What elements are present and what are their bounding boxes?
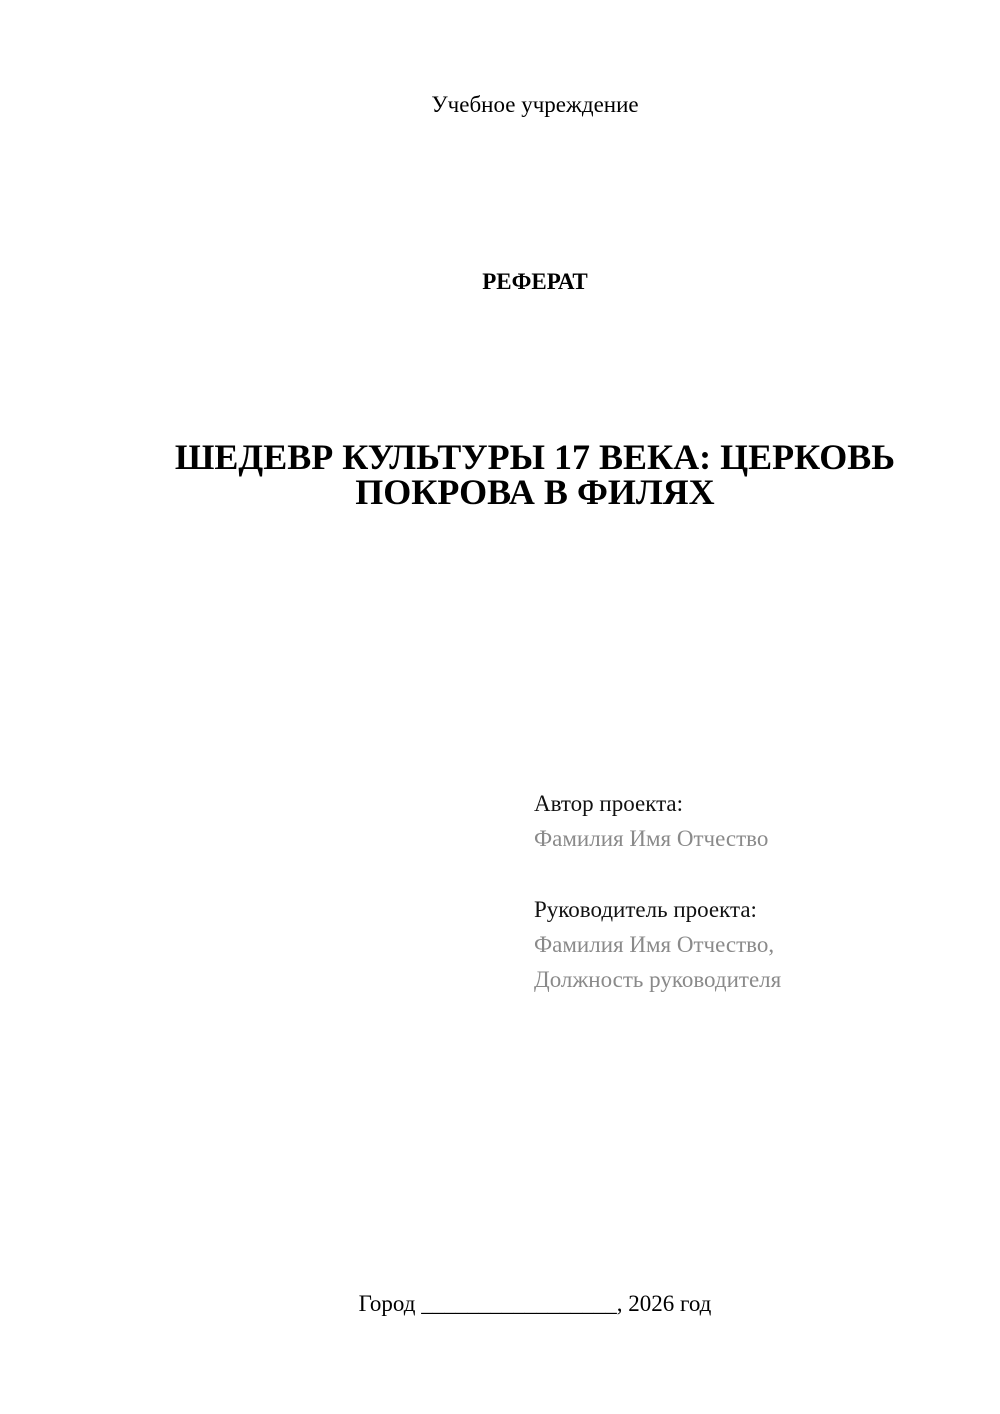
- supervisor-block: [534, 892, 974, 997]
- title-line-1: ШЕДЕВР КУЛЬТУРЫ 17 ВЕКА: ЦЕРКОВЬ: [174, 437, 896, 477]
- supervisor-position: Должность руководителя: [534, 967, 782, 992]
- city-label: Город: [358, 1291, 416, 1316]
- author-name: Фамилия Имя Отчество: [534, 826, 769, 851]
- supervisor-label: Руководитель проекта:: [534, 897, 757, 922]
- city-year-line: [0, 1290, 1000, 1318]
- institution-name: Учебное учреждение: [431, 92, 639, 117]
- document-type: РЕФЕРАТ: [482, 269, 588, 294]
- year-text: , 2026 год: [616, 1291, 712, 1316]
- supervisor-name: Фамилия Имя Отчество,: [534, 932, 775, 957]
- title-line-2: ПОКРОВА В ФИЛЯХ: [355, 472, 715, 512]
- author-block: [534, 786, 974, 856]
- city-blank: _________________: [421, 1291, 617, 1316]
- document-title: [135, 437, 935, 512]
- author-label: Автор проекта:: [534, 791, 683, 816]
